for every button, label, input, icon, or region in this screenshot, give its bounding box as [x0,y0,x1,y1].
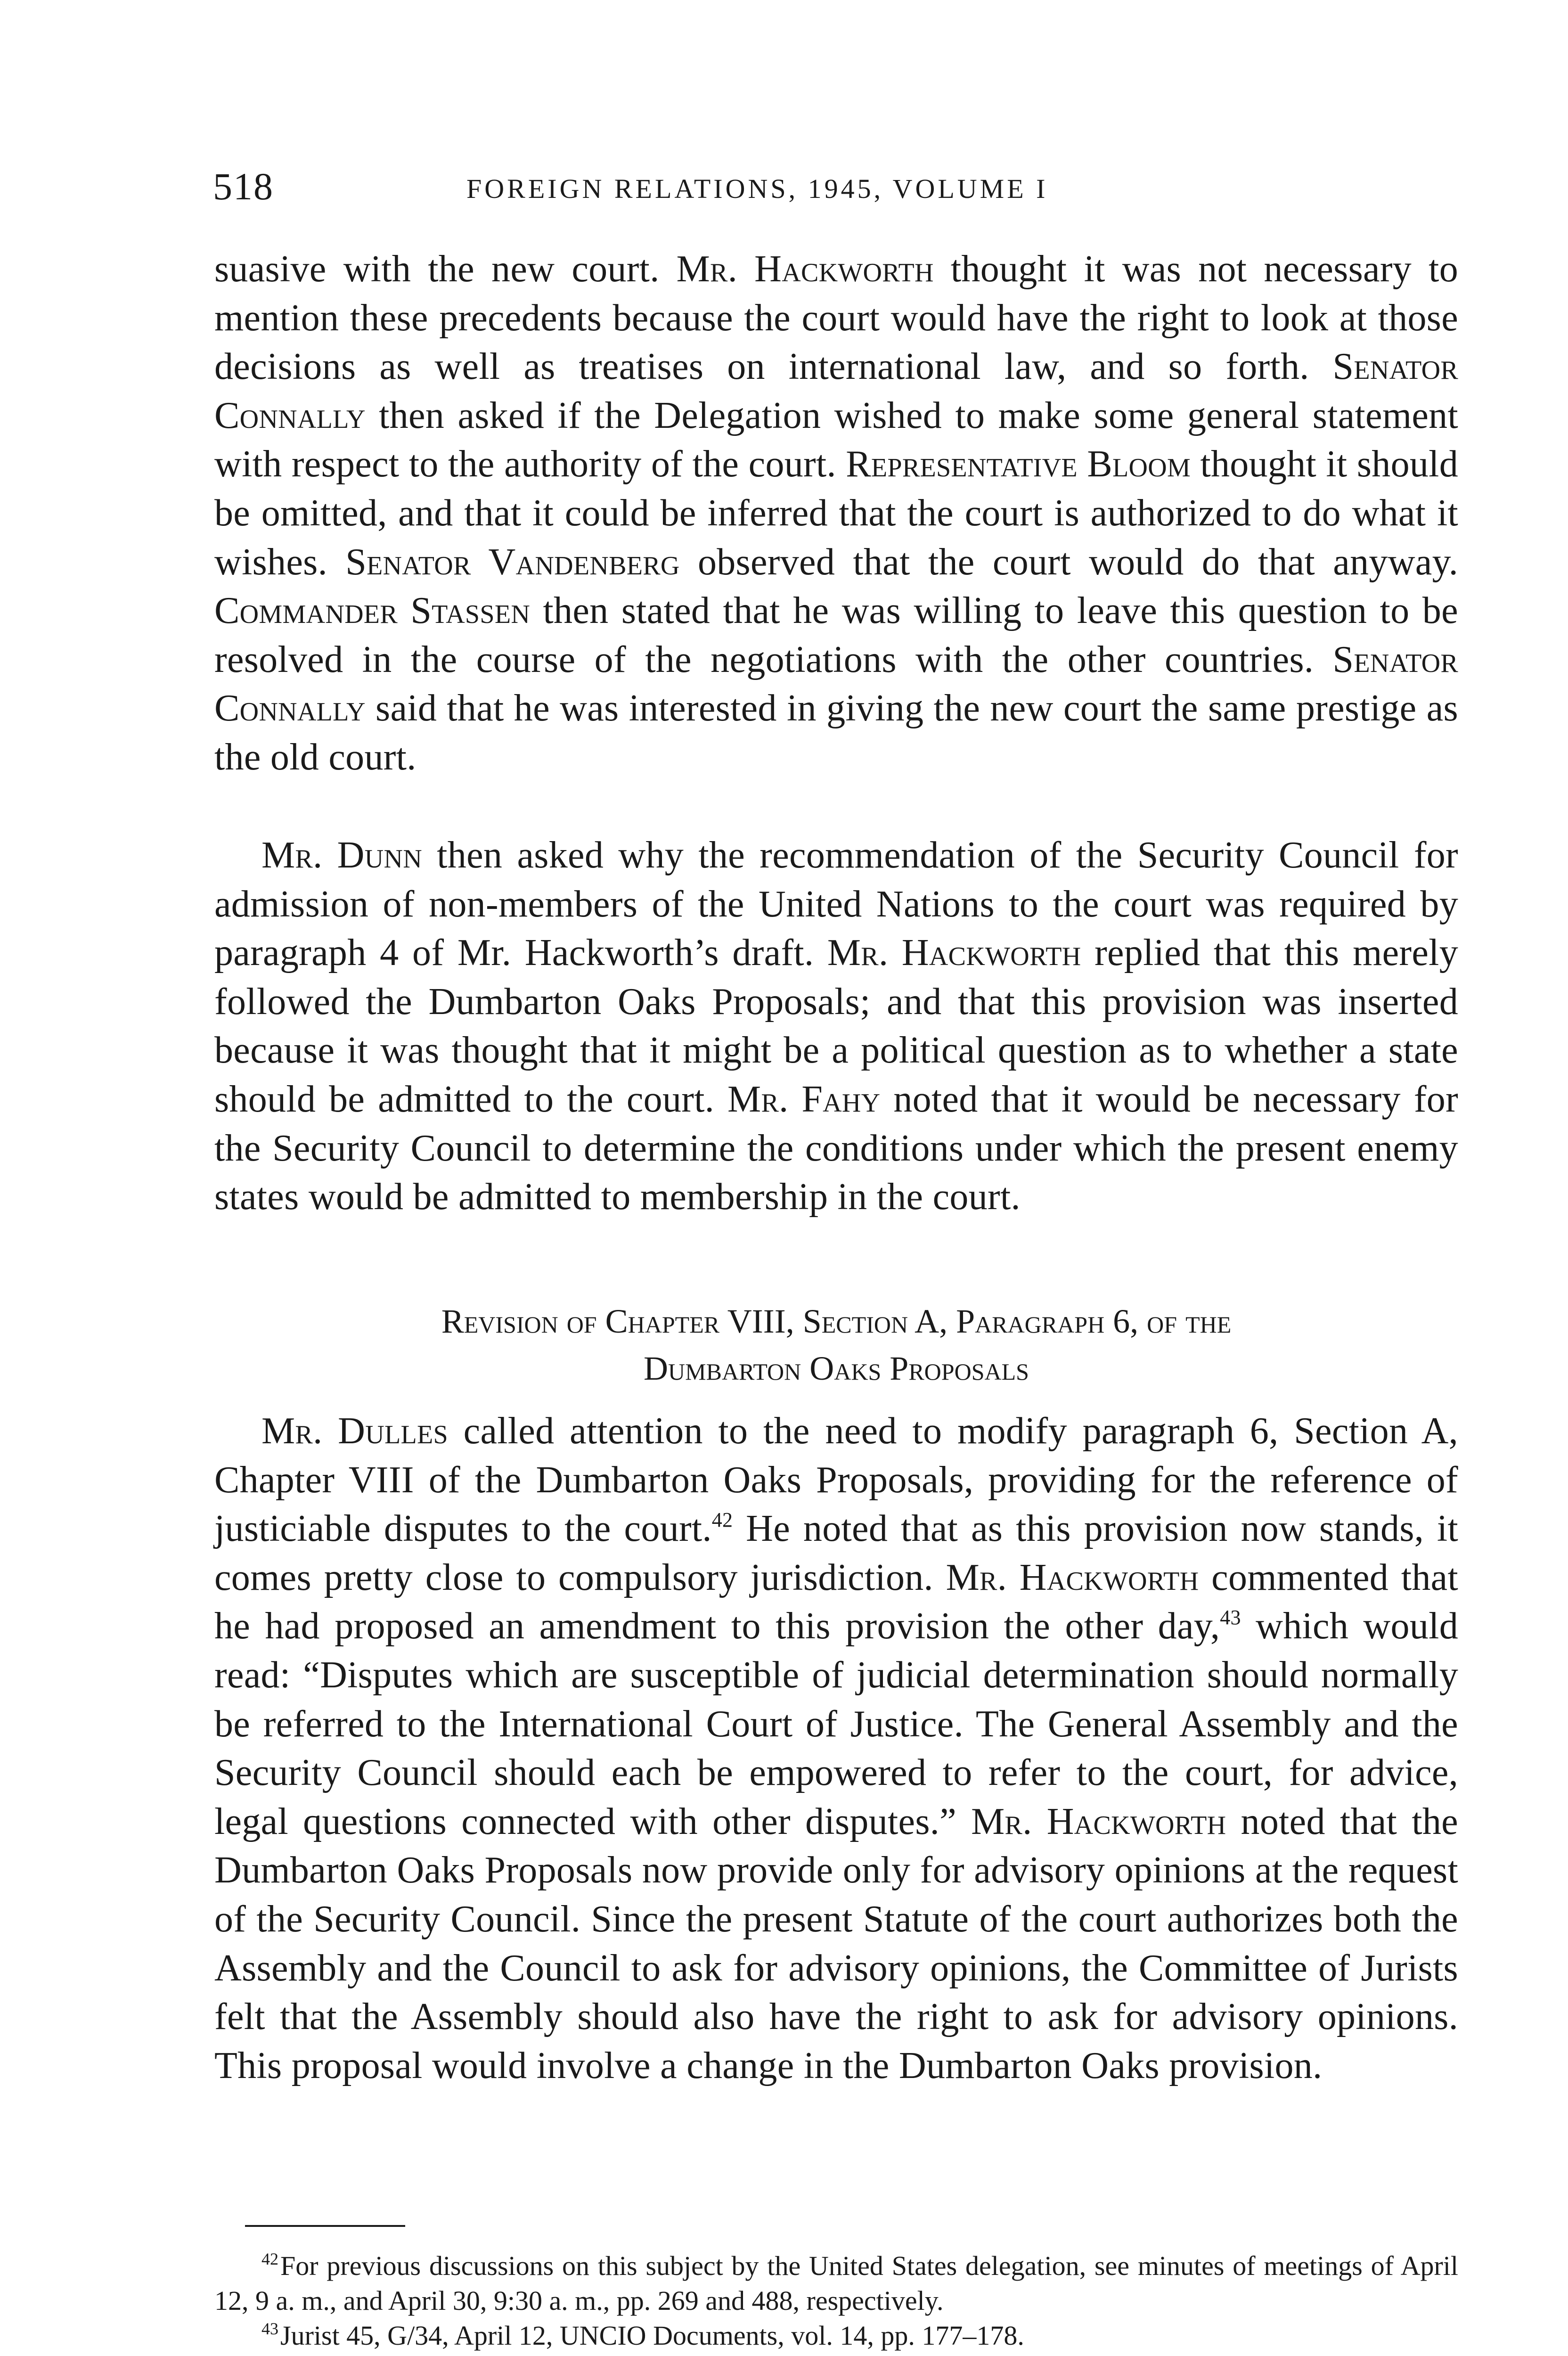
footnote [214,2318,1458,2353]
footnote-reference[interactable]: 43 [1220,1606,1241,1629]
speaker-name: Mr. Dulles [261,1410,448,1452]
running-head: FOREIGN RELATIONS, 1945, VOLUME I [466,173,1048,204]
paragraph-text: He noted that as this provision now stands, it comes pretty close to compulsory jurisdiction. [214,1508,1458,1598]
speaker-name: Senator Connally [214,638,1458,729]
paragraph-text: thought it should be omitted, and that it could be inferred that the court is authorized to do what it wishes. [214,443,1458,583]
speaker-name: Mr. Dunn [261,834,422,876]
footnote-mark: 43 [261,2319,278,2338]
paragraph-text: noted that the Dumbarton Oaks Proposals now provide only for advisory opinions at the request of the Security Council. Since the present Statute of the court authorizes both the Assembly and the Council to ask for advisory opinions, the Committee of Jurists felt that the Assembly should also have the right to ask for advisory opinions. This proposal would involve a change in the Dumbarton Oaks provision. [214,1800,1458,2086]
body-paragraph [214,1407,1458,2090]
speaker-name: Mr. Fahy [727,1078,881,1120]
speaker-name: Mr. Hackworth [971,1800,1226,1842]
footnote-mark: 42 [261,2250,278,2268]
footnote-text: For previous discussions on this subject by the United States delegation, see minutes of meetings of April 12, 9 a. m., and April 30, 9:30 a. m., pp. 269 and 488, respectively. [214,2250,1458,2316]
paragraph-text: then stated that he was willing to leave this question to be resolved in the course of the negotiations with the other countries. [214,590,1458,680]
footnotes [214,2249,1458,2353]
paragraph-text: observed that the court would do that anyway. [679,541,1458,583]
section-heading-line-1: Revision of Chapter VIII, Section A, Paragraph 6, of the [441,1302,1232,1340]
body-paragraph [214,245,1458,782]
paragraph-text: noted that it would be necessary for the Security Council to determine the conditions under which the present enemy states would be admitted to membership in the court. [214,1078,1459,1218]
speaker-name: Senator Vandenberg [345,541,680,583]
speaker-name: Mr. Hackworth [676,248,934,290]
paragraph-text: said that he was interested in giving the new court the same prestige as the old court. [214,687,1458,778]
speaker-name: Senator Connally [214,346,1458,436]
footnote [214,2249,1458,2318]
paragraph-text: replied that this merely followed the Dumbarton Oaks Proposals; and that this provision was inserted because it was thought that it might be a political question as to whether a state should be admitted to the court. [214,932,1458,1120]
body-paragraph-1-container [214,245,1458,782]
footnote-divider [245,2225,405,2227]
paragraph-text: called attention to the need to modify paragraph 6, Section A, Chapter VIII of the Dumbarton Oaks Proposals, providing for the reference of justiciable disputes to the court. [214,1410,1458,1550]
paragraph-text: then asked if the Delegation wished to make some general statement with respect to the authority of the court. [214,394,1458,485]
page-number: 518 [213,165,274,208]
section-heading-line-2: Dumbarton Oaks Proposals [644,1350,1029,1387]
body-paragraph-2-container [214,831,1458,1222]
section-heading [214,1298,1458,1392]
footnote-text: Jurist 45, G/34, April 12, UNCIO Documents, vol. 14, pp. 177–178. [280,2320,1024,2351]
speaker-name: Mr. Hackworth [946,1556,1199,1598]
paragraph-text: then asked why the recommendation of the Security Council for admission of non-members of the United Nations to the court was required by paragraph 4 of Mr. Hackworth’s draft. [214,834,1459,974]
body-paragraph [214,831,1458,1222]
speaker-name: Commander Stassen [214,590,531,632]
paragraph-text: suasive with the new court. [214,248,677,290]
paragraph-text: commented that he had proposed an amendment to this provision the other day, [214,1556,1458,1647]
body-paragraph-3-container [214,1407,1458,2090]
paragraph-text: thought it was not necessary to mention these precedents because the court would have the right to look at those decisions as well as treatises on international law, and so forth. [214,248,1459,388]
paragraph-text: which would read: “Disputes which are susceptible of judicial determination should normally be referred to the International Court of Justice. The General Assembly and the Security Council should each be empowered to refer to the court, for advice, legal questions connected with other disputes.” [214,1605,1458,1842]
speaker-name: Mr. Hackworth [827,932,1081,974]
footnote-reference[interactable]: 42 [711,1508,733,1532]
speaker-name: Representative Bloom [846,443,1191,485]
